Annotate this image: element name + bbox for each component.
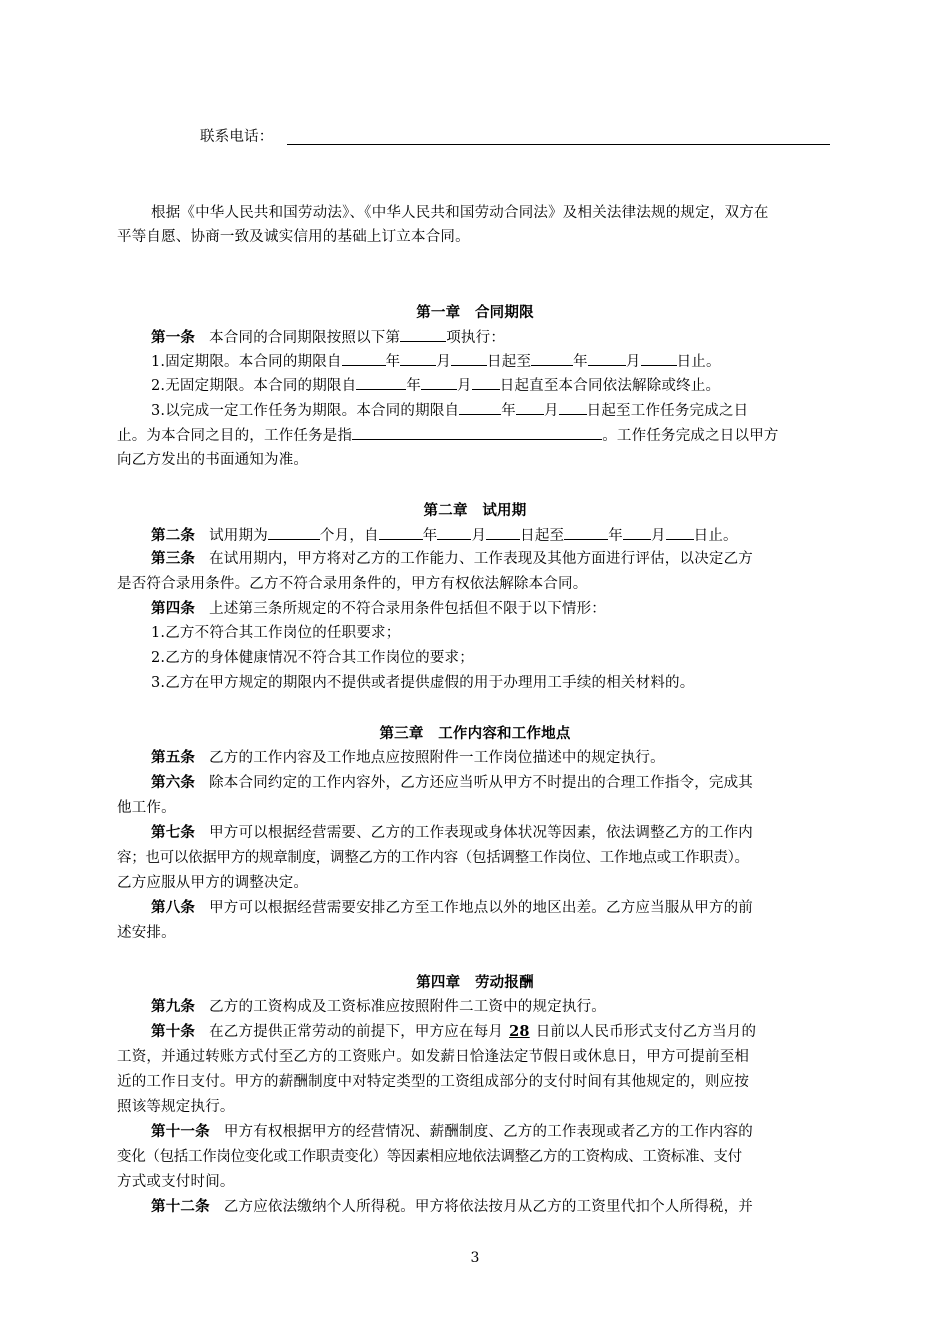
article-12: 第十二条 乙方应依法缴纳个人所得税。甲方将依法按月从乙方的工资里代扣个人所得税，并 <box>151 1198 754 1215</box>
preamble-line-2: 平等自愿、协商一致及诚实信用的基础上订立本合同。 <box>117 229 470 245</box>
article-7-line-3: 乙方应服从甲方的调整决定。 <box>117 875 309 891</box>
page-number: 3 <box>470 1250 480 1266</box>
article-4-item-2: 2.乙方的身体健康情况不符合其工作岗位的要求； <box>151 650 474 666</box>
blank-field <box>400 326 446 342</box>
article-1-item-2: 2.无固定期限。本合同的期限自 年 月 日起直至本合同依法解除或终止。 <box>151 374 833 397</box>
article-10-line-4: 照该等规定执行。 <box>117 1099 235 1115</box>
article-3-line-2: 是否符合录用条件。乙方不符合录用条件的，甲方有权依法解除本合同。 <box>117 576 588 592</box>
article-4: 第四条 上述第三条所规定的不符合录用条件包括但不限于以下情形： <box>151 600 607 617</box>
contact-phone-blank <box>287 144 830 145</box>
article-2: 第二条 试用期为 个月，自 年 月 日起至 年 月 日止。 <box>151 524 833 547</box>
article-7: 第七条 甲方可以根据经营需要、乙方的工作表现或身体状况等因素，依法调整乙方的工作内 <box>151 824 754 841</box>
article-8-line-2: 述安排。 <box>117 925 176 941</box>
pay-day-value: 28 <box>509 1023 530 1040</box>
article-5: 第五条 乙方的工作内容及工作地点应按照附件一工作岗位描述中的规定执行。 <box>151 749 665 766</box>
article-1-item-3-line-2: 止。为本合同之目的，工作任务是指 。工作任务完成之日以甲方 <box>117 424 833 447</box>
article-4-item-1: 1.乙方不符合其工作岗位的任职要求； <box>151 625 401 641</box>
article-1-item-1: 1.固定期限。本合同的期限自 年 月 日起至 年 月 日止。 <box>151 350 833 373</box>
article-1: 第一条 本合同的合同期限按照以下第 项执行： <box>151 326 833 349</box>
article-10-line-3: 近的工作日支付。甲方的薪酬制度中对特定类型的工资组成部分的支付时间有其他规定的，则应按 <box>117 1074 750 1090</box>
article-10-line-2: 工资，并通过转账方式付至乙方的工资账户。如发薪日恰逢法定节假日或休息日，甲方可提前至相 <box>117 1049 750 1065</box>
article-1-item-3-line-3: 向乙方发出的书面通知为准。 <box>117 452 309 468</box>
article-8: 第八条 甲方可以根据经营需要安排乙方至工作地点以外的地区出差。乙方应当服从甲方的前 <box>151 899 754 916</box>
preamble-line-1: 根据《中华人民共和国劳动法》、《中华人民共和国劳动合同法》及相关法律法规的规定，双方在 <box>151 205 769 221</box>
article-3: 第三条 在试用期内，甲方将对乙方的工作能力、工作表现及其他方面进行评估，以决定乙方 <box>151 550 754 567</box>
contact-phone-label: 联系电话： <box>200 129 274 145</box>
article-1-item-3: 3.以完成一定工作任务为期限。本合同的期限自 年 月 日起至工作任务完成之日 <box>151 399 833 422</box>
article-7-line-2: 容；也可以依据甲方的规章制度，调整乙方的工作内容（包括调整工作岗位、工作地点或工作职责）。 <box>117 850 749 866</box>
chapter-2-title: 第二章 试用期 <box>423 502 527 519</box>
article-4-item-3: 3.乙方在甲方规定的期限内不提供或者提供虚假的用于办理用工手续的相关材料的。 <box>151 675 695 691</box>
article-9: 第九条 乙方的工资构成及工资标准应按照附件二工资中的规定执行。 <box>151 998 607 1015</box>
chapter-4-title: 第四章 劳动报酬 <box>416 974 534 991</box>
article-6: 第六条 除本合同约定的工作内容外，乙方还应当听从甲方不时提出的合理工作指令，完成其 <box>151 774 754 791</box>
article-10: 第十条 在乙方提供正常劳动的前提下，甲方应在每月 28 日前以人民币形式支付乙方当月的 <box>151 1023 757 1040</box>
chapter-3-title: 第三章 工作内容和工作地点 <box>379 725 571 742</box>
article-6-line-2: 他工作。 <box>117 800 176 816</box>
article-11-line-3: 方式或支付时间。 <box>117 1174 235 1190</box>
chapter-1-title: 第一章 合同期限 <box>416 304 534 321</box>
article-11-line-2: 变化（包括工作岗位变化或工作职责变化）等因素相应地依法调整乙方的工资构成、工资标准、支付 <box>117 1149 742 1165</box>
article-11: 第十一条 甲方有权根据甲方的经营情况、薪酬制度、乙方的工作表现或者乙方的工作内容的 <box>151 1123 754 1140</box>
article-label: 第一条 <box>151 329 196 346</box>
